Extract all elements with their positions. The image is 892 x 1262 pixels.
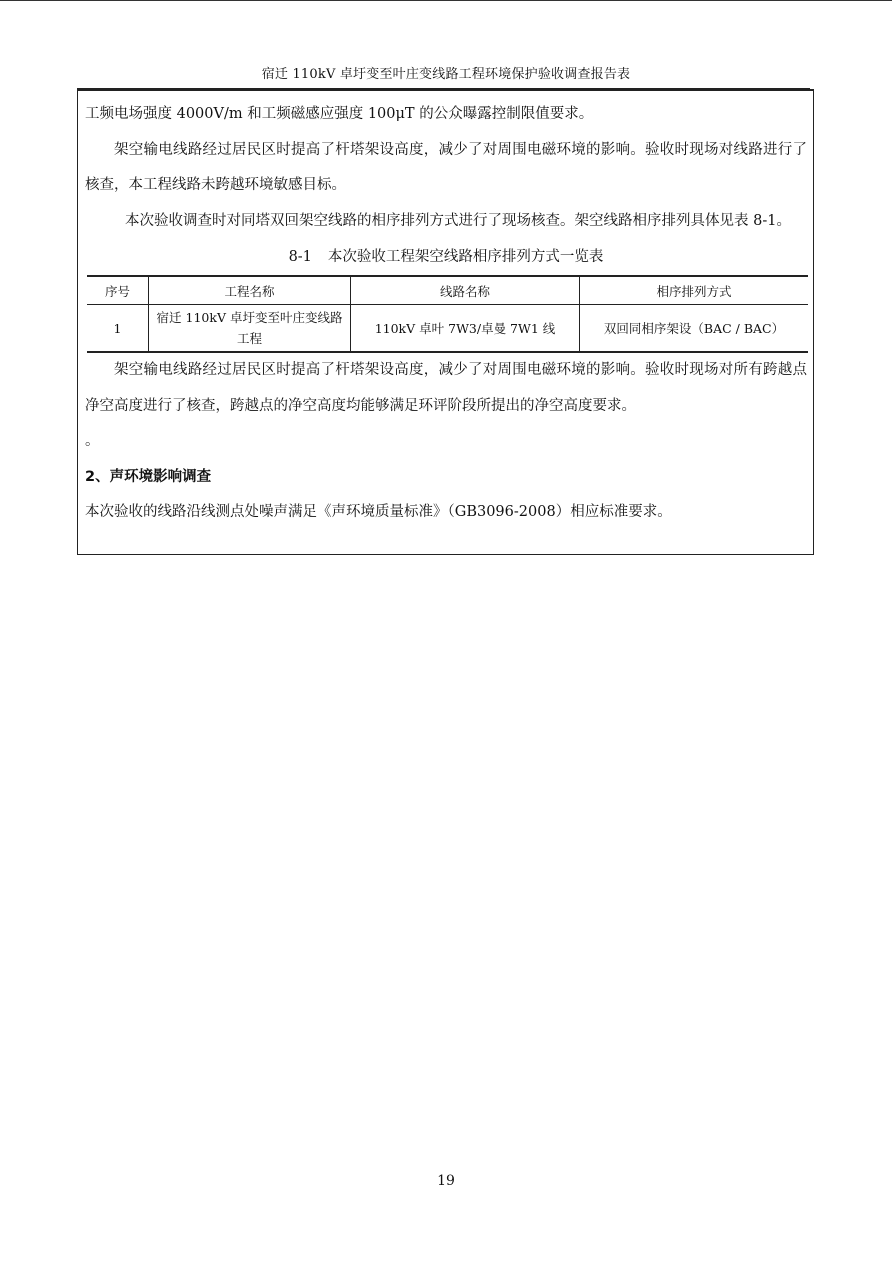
cell-line-name: 110kV 卓叶 7W3/卓曼 7W1 线: [351, 305, 580, 353]
paragraph-phase-sequence-check: 本次验收调查时对同塔双回架空线路的相序排列方式进行了现场核查。架空线路相序排列具体见表 8-1。: [125, 212, 791, 229]
table-caption-number: 8-1: [288, 249, 312, 265]
page-number: 19: [437, 1173, 455, 1189]
table-caption-title: 本次验收工程架空线路相序排列方式一览表: [327, 249, 604, 265]
top-edge-rule: [0, 0, 892, 1]
table-header-row: [87, 276, 808, 305]
paragraph-noise-result: 本次验收的线路沿线测点处噪声满足《声环境质量标准》（GB3096-2008）相应标准要求。: [85, 504, 672, 520]
cell-no: 1: [87, 305, 149, 353]
report-content-box: [77, 89, 814, 555]
header-no: 序号: [87, 276, 149, 305]
paragraph-residential-tower-height: 架空输电线路经过居民区时提高了杆塔架设高度，减少了对周围电磁环境的影响。验收时现场对线路进行了核查，本工程线路未跨越环境敏感目标。: [85, 141, 807, 193]
running-header: 宿迁 110kV 卓圩变至叶庄变线路工程环境保护验收调查报告表: [261, 67, 631, 82]
header-project-name: 工程名称: [149, 276, 351, 305]
paragraph-stray-punctuation: 。: [85, 433, 100, 449]
phase-sequence-table: [87, 275, 808, 353]
paragraph-crossing-clearance: 架空输电线路经过居民区时提高了杆塔架设高度，减少了对周围电磁环境的影响。验收时现场对所有跨越点净空高度进行了核查，跨越点的净空高度均能够满足环评阶段所提出的净空高度要求。: [85, 362, 807, 414]
header-line-name: 线路名称: [351, 276, 580, 305]
paragraph-field-limits: 工频电场强度 4000V/m 和工频磁感应强度 100μT 的公众曝露控制限值要求。: [85, 106, 594, 122]
table-caption: [85, 241, 807, 273]
cell-project-name: 宿迁 110kV 卓圩变至叶庄变线路工程: [149, 305, 351, 353]
section-heading-noise: 2、声环境影响调查: [85, 468, 212, 485]
cell-phase-arrangement: 双回同相序架设（BAC / BAC）: [580, 305, 809, 353]
table-row: [87, 305, 808, 353]
header-phase-arrangement: 相序排列方式: [580, 276, 809, 305]
